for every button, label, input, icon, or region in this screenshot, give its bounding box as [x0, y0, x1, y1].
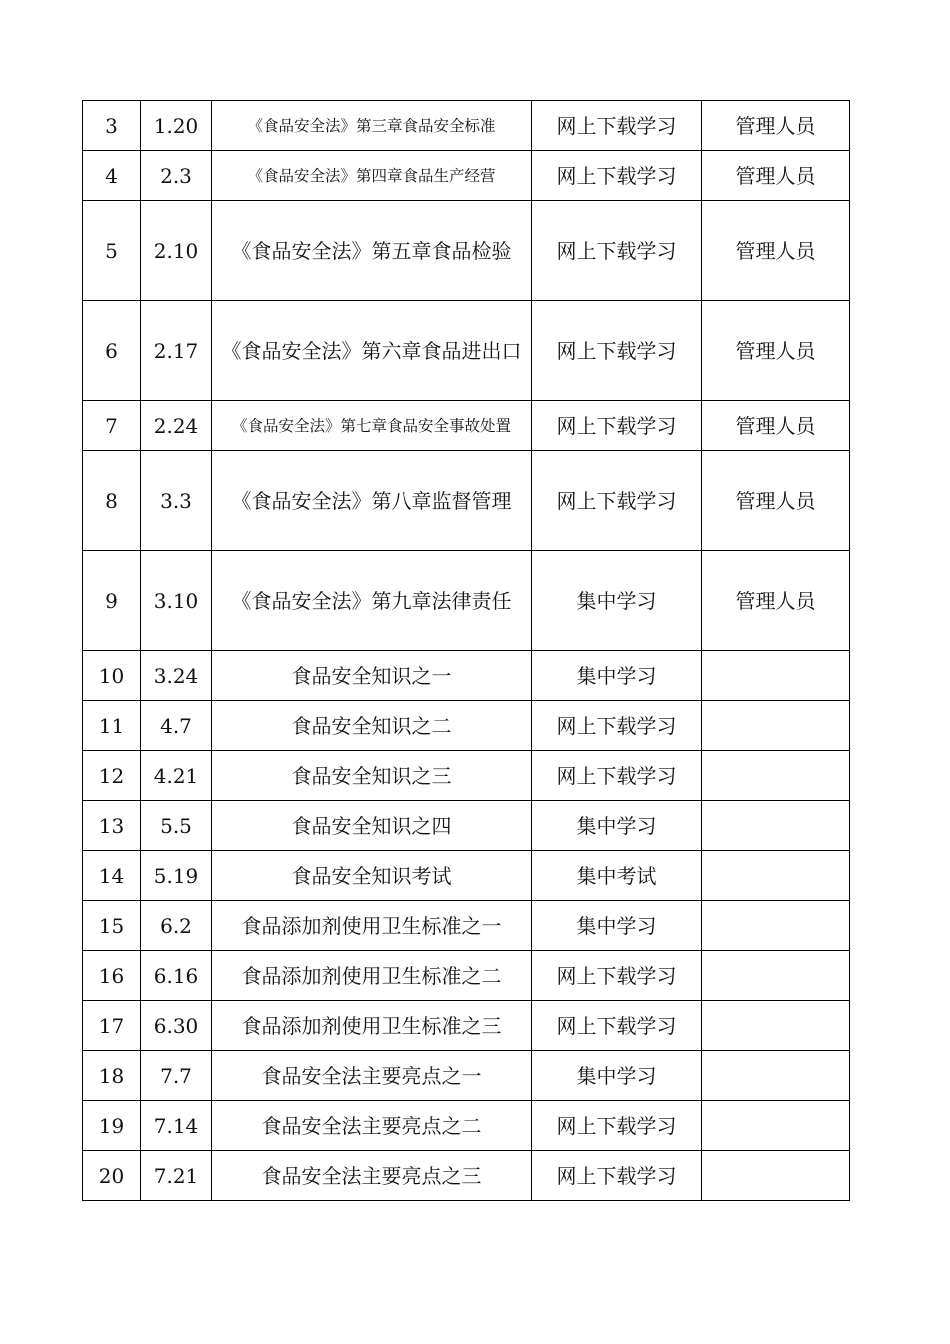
table-row [83, 851, 850, 901]
row-target [702, 751, 850, 801]
table-row [83, 751, 850, 801]
row-method: 网上下载学习 [532, 701, 702, 751]
row-content: 食品添加剂使用卫生标准之二 [212, 951, 532, 1001]
row-method: 网上下载学习 [532, 751, 702, 801]
table-row [83, 201, 850, 301]
table-row [83, 951, 850, 1001]
row-date: 3.24 [141, 651, 212, 701]
row-method: 网上下载学习 [532, 401, 702, 451]
training-schedule-table [82, 100, 850, 1201]
row-content: 《食品安全法》第六章食品进出口 [212, 301, 532, 401]
row-method: 集中学习 [532, 801, 702, 851]
row-date: 6.16 [141, 951, 212, 1001]
row-content: 食品安全知识之一 [212, 651, 532, 701]
table-row [83, 1051, 850, 1101]
row-method: 集中学习 [532, 551, 702, 651]
row-date: 4.7 [141, 701, 212, 751]
row-date: 7.7 [141, 1051, 212, 1101]
row-number: 19 [83, 1101, 141, 1151]
row-number: 20 [83, 1151, 141, 1201]
row-number: 11 [83, 701, 141, 751]
table-row [83, 551, 850, 651]
row-target [702, 1101, 850, 1151]
row-content: 食品安全法主要亮点之二 [212, 1101, 532, 1151]
row-number: 13 [83, 801, 141, 851]
row-method: 集中学习 [532, 1051, 702, 1101]
row-target [702, 1001, 850, 1051]
row-content: 食品安全法主要亮点之三 [212, 1151, 532, 1201]
table-row [83, 701, 850, 751]
row-content: 《食品安全法》第三章食品安全标准 [212, 101, 532, 151]
row-method: 网上下载学习 [532, 201, 702, 301]
row-method: 网上下载学习 [532, 301, 702, 401]
row-method: 网上下载学习 [532, 151, 702, 201]
table-row [83, 1001, 850, 1051]
table-row [83, 901, 850, 951]
row-date: 5.19 [141, 851, 212, 901]
row-number: 12 [83, 751, 141, 801]
row-date: 2.10 [141, 201, 212, 301]
row-date: 2.17 [141, 301, 212, 401]
row-content: 食品安全知识之四 [212, 801, 532, 851]
row-target: 管理人员 [702, 401, 850, 451]
row-number: 15 [83, 901, 141, 951]
row-content: 《食品安全法》第七章食品安全事故处置 [212, 401, 532, 451]
row-method: 网上下载学习 [532, 451, 702, 551]
row-content: 食品添加剂使用卫生标准之一 [212, 901, 532, 951]
row-number: 3 [83, 101, 141, 151]
table-row [83, 451, 850, 551]
row-content: 食品安全知识考试 [212, 851, 532, 901]
row-number: 14 [83, 851, 141, 901]
row-content: 《食品安全法》第五章食品检验 [212, 201, 532, 301]
row-target [702, 851, 850, 901]
row-date: 3.3 [141, 451, 212, 551]
row-method: 网上下载学习 [532, 1101, 702, 1151]
row-number: 9 [83, 551, 141, 651]
row-number: 6 [83, 301, 141, 401]
row-number: 7 [83, 401, 141, 451]
row-number: 16 [83, 951, 141, 1001]
row-number: 8 [83, 451, 141, 551]
row-number: 18 [83, 1051, 141, 1101]
table-row [83, 1151, 850, 1201]
row-content: 《食品安全法》第九章法律责任 [212, 551, 532, 651]
row-method: 网上下载学习 [532, 951, 702, 1001]
row-method: 集中学习 [532, 901, 702, 951]
row-date: 7.21 [141, 1151, 212, 1201]
table-row [83, 101, 850, 151]
row-target [702, 951, 850, 1001]
row-content: 食品安全知识之三 [212, 751, 532, 801]
table-row [83, 301, 850, 401]
row-number: 17 [83, 1001, 141, 1051]
row-date: 1.20 [141, 101, 212, 151]
row-method: 集中考试 [532, 851, 702, 901]
row-method: 网上下载学习 [532, 1151, 702, 1201]
table-row [83, 151, 850, 201]
row-date: 7.14 [141, 1101, 212, 1151]
row-date: 3.10 [141, 551, 212, 651]
row-target: 管理人员 [702, 201, 850, 301]
row-target [702, 701, 850, 751]
row-target: 管理人员 [702, 301, 850, 401]
row-date: 5.5 [141, 801, 212, 851]
row-target: 管理人员 [702, 451, 850, 551]
table-row [83, 1101, 850, 1151]
row-target [702, 1051, 850, 1101]
row-content: 食品安全法主要亮点之一 [212, 1051, 532, 1101]
table-row [83, 401, 850, 451]
table-row [83, 801, 850, 851]
row-method: 集中学习 [532, 651, 702, 701]
row-number: 10 [83, 651, 141, 701]
row-target [702, 801, 850, 851]
row-date: 2.24 [141, 401, 212, 451]
row-content: 食品添加剂使用卫生标准之三 [212, 1001, 532, 1051]
row-target: 管理人员 [702, 101, 850, 151]
row-date: 6.30 [141, 1001, 212, 1051]
row-target: 管理人员 [702, 551, 850, 651]
row-date: 4.21 [141, 751, 212, 801]
row-method: 网上下载学习 [532, 1001, 702, 1051]
row-date: 6.2 [141, 901, 212, 951]
row-target: 管理人员 [702, 151, 850, 201]
row-content: 食品安全知识之二 [212, 701, 532, 751]
row-content: 《食品安全法》第四章食品生产经营 [212, 151, 532, 201]
row-date: 2.3 [141, 151, 212, 201]
row-target [702, 901, 850, 951]
row-method: 网上下载学习 [532, 101, 702, 151]
row-target [702, 1151, 850, 1201]
table-row [83, 651, 850, 701]
row-target [702, 651, 850, 701]
row-number: 4 [83, 151, 141, 201]
row-number: 5 [83, 201, 141, 301]
row-content: 《食品安全法》第八章监督管理 [212, 451, 532, 551]
